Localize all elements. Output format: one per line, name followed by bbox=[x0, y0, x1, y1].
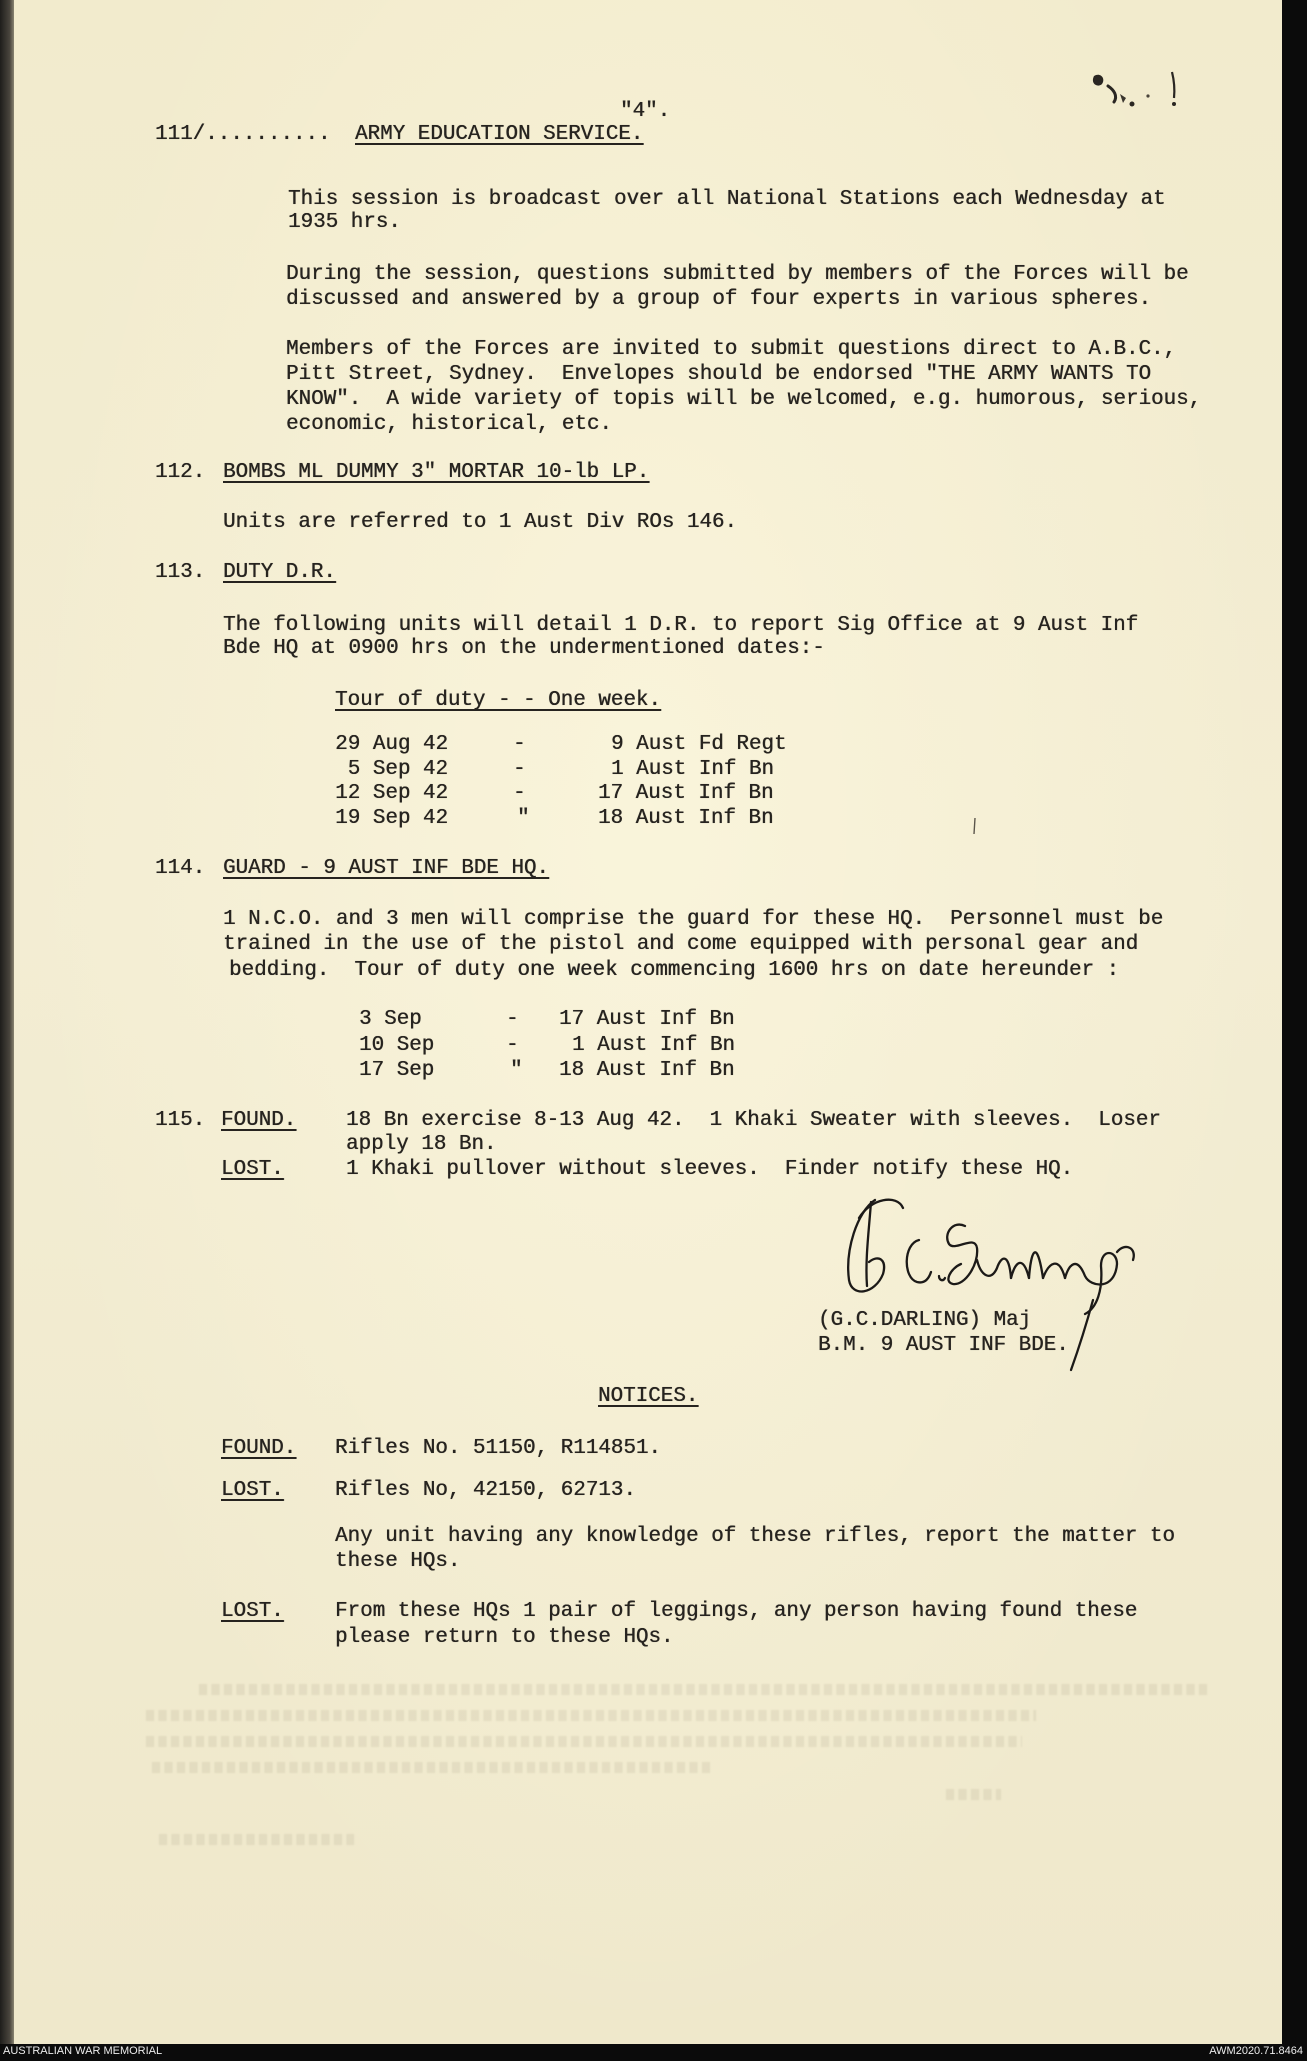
duty-unit: 9 Aust Fd Regt bbox=[611, 733, 787, 756]
section-113-line2: Bde HQ at 0900 hrs on the undermentioned dates:- bbox=[223, 637, 825, 660]
section-111-para3-line1: Members of the Forces are invited to submit questions direct to A.B.C., bbox=[286, 338, 1177, 361]
signature-title: B.M. 9 AUST INF BDE. bbox=[818, 1334, 1069, 1357]
archive-footer bbox=[0, 2044, 1307, 2061]
guard-mark: - bbox=[506, 1034, 519, 1057]
paper-damage bbox=[1074, 66, 1204, 146]
archive-reference: AWM2020.71.8464 bbox=[1209, 2045, 1303, 2057]
section-111-para3-line3: KNOW". A wide variety of topis will be welcomed, e.g. humorous, serious, bbox=[286, 388, 1202, 411]
guard-date: 3 Sep bbox=[359, 1008, 422, 1031]
section-111-para2-line2: discussed and answered by a group of four experts in various spheres. bbox=[286, 288, 1152, 311]
section-111-para3-line4: economic, historical, etc. bbox=[286, 413, 612, 436]
section-112-title: BOMBS ML DUMMY 3" MORTAR 10-lb LP. bbox=[223, 461, 650, 484]
found-line1: 18 Bn exercise 8-13 Aug 42. 1 Khaki Sweater with sleeves. Loser bbox=[346, 1109, 1161, 1132]
guard-mark: - bbox=[506, 1008, 519, 1031]
scan-right-border bbox=[1282, 0, 1307, 2061]
section-115-number: 115. bbox=[155, 1109, 206, 1132]
notices-title: NOTICES. bbox=[598, 1385, 699, 1408]
section-111-para1-line1: This session is broadcast over all National Stations each Wednesday at bbox=[288, 188, 1166, 211]
found-line2: apply 18 Bn. bbox=[346, 1133, 497, 1156]
section-113-title: DUTY D.R. bbox=[223, 561, 336, 584]
lost-text: 1 Khaki pullover without sleeves. Finder notify these HQ. bbox=[346, 1158, 1074, 1181]
guard-unit: 17 Aust Inf Bn bbox=[559, 1008, 735, 1031]
notices-lost2-line2: please return to these HQs. bbox=[335, 1626, 674, 1649]
section-111-para2-line1: During the session, questions submitted by members of the Forces will be bbox=[286, 263, 1189, 286]
notices-lost1-label: LOST. bbox=[221, 1479, 284, 1502]
section-114-title: GUARD - 9 AUST INF BDE HQ. bbox=[223, 857, 549, 880]
duty-date: 12 Sep 42 bbox=[335, 782, 448, 805]
duty-unit: 1 Aust Inf Bn bbox=[611, 758, 774, 781]
guard-unit: 18 Aust Inf Bn bbox=[559, 1059, 735, 1082]
duty-date: 19 Sep 42 bbox=[335, 807, 448, 830]
duty-mark: " bbox=[517, 807, 530, 830]
section-112-text: Units are referred to 1 Aust Div ROs 146. bbox=[223, 511, 737, 534]
page-number: "4". bbox=[620, 100, 671, 123]
notices-found-text: Rifles No. 51150, R114851. bbox=[335, 1437, 661, 1460]
section-111-para3-line2: Pitt Street, Sydney. Envelopes should be endorsed "THE ARMY WANTS TO bbox=[286, 363, 1152, 386]
notices-lost2-line1: From these HQs 1 pair of leggings, any person having found these bbox=[335, 1600, 1138, 1623]
document-page bbox=[14, 0, 1282, 2044]
duty-date: 29 Aug 42 bbox=[335, 733, 448, 756]
signature-name: (G.C.DARLING) Maj bbox=[818, 1309, 1032, 1332]
duty-mark: - bbox=[513, 758, 526, 781]
section-111-number: 111/.......... bbox=[155, 123, 331, 146]
duty-mark: - bbox=[513, 733, 526, 756]
scan-left-edge bbox=[0, 0, 14, 2044]
section-114-line1: 1 N.C.O. and 3 men will comprise the guard for these HQ. Personnel must be bbox=[223, 908, 1164, 931]
section-113-line1: The following units will detail 1 D.R. to report Sig Office at 9 Aust Inf bbox=[223, 614, 1139, 637]
duty-date: 5 Sep 42 bbox=[347, 758, 448, 781]
section-114-line3: bedding. Tour of duty one week commencing 1600 hrs on date hereunder : bbox=[229, 959, 1120, 982]
duty-unit: 18 Aust Inf Bn bbox=[598, 807, 774, 830]
notices-lost1-text: Rifles No, 42150, 62713. bbox=[335, 1479, 636, 1502]
section-111-para1-line2: 1935 hrs. bbox=[288, 211, 401, 234]
duty-table-title: Tour of duty - - One week. bbox=[335, 689, 661, 712]
found-label: FOUND. bbox=[221, 1109, 297, 1132]
notices-lost1-note-line1: Any unit having any knowledge of these rifles, report the matter to bbox=[335, 1525, 1175, 1548]
notices-found-label: FOUND. bbox=[221, 1437, 297, 1460]
notices-lost2-label: LOST. bbox=[221, 1600, 284, 1623]
section-112-number: 112. bbox=[155, 461, 206, 484]
stray-mark bbox=[972, 816, 978, 836]
section-114-number: 114. bbox=[155, 857, 206, 880]
duty-mark: - bbox=[513, 782, 526, 805]
section-113-number: 113. bbox=[155, 561, 206, 584]
guard-date: 17 Sep bbox=[359, 1059, 435, 1082]
archive-name: AUSTRALIAN WAR MEMORIAL bbox=[3, 2045, 163, 2057]
lost-label: LOST. bbox=[221, 1158, 284, 1181]
guard-mark: " bbox=[510, 1059, 523, 1082]
section-111-title: ARMY EDUCATION SERVICE. bbox=[355, 123, 644, 146]
notices-lost1-note-line2: these HQs. bbox=[335, 1550, 461, 1573]
section-114-line2: trained in the use of the pistol and come equipped with personal gear and bbox=[223, 933, 1139, 956]
guard-date: 10 Sep bbox=[359, 1034, 435, 1057]
guard-unit: 1 Aust Inf Bn bbox=[572, 1034, 735, 1057]
duty-unit: 17 Aust Inf Bn bbox=[598, 782, 774, 805]
